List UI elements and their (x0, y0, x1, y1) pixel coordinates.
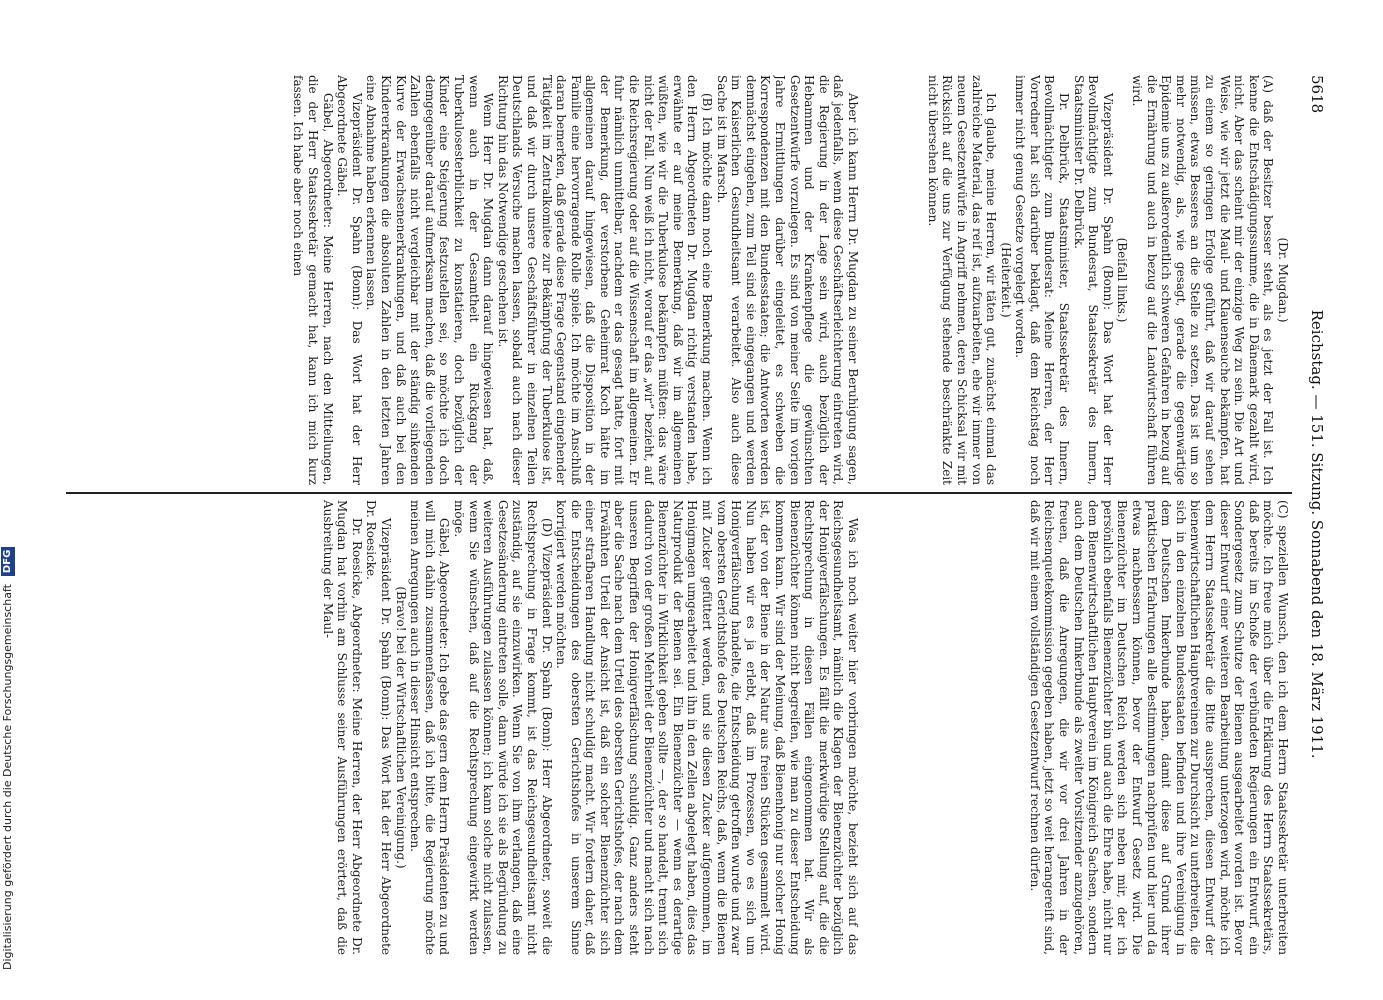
dfg-logo: DFG (1, 547, 15, 576)
paragraph: (D) Vizepräsident Dr. Spahn (Bonn): Herr Abgeordneter, soweit die Rechtsprechung in Frage kommt, ist das Reichsgesundheitsamt nicht zuständig, auf sie einzuwirken. Wenn Sie von ihm verlangen, daß eine Gesetzesänderung eintreten solle, dann würde ich sie als Begründung zu weiteren Ausführungen zulassen können; ich kann solche nicht zulassen, wenn Sie wünschen, daß auf die Rechtsprechung eingewirkt werden möge. (451, 500, 554, 955)
column-divider (66, 492, 1292, 494)
paragraph: Gäbel, Abgeordneter: Meine Herren, nach den Mitteilungen, die der Herr Staatssekretär gemacht hat, kann ich mich kurz fassen. Ich habe aber noch einen (291, 75, 335, 485)
page-header (1302, 75, 1332, 955)
paragraph: Dr. Roesicke, Abgeordneter: Meine Herren, der Herr Abgeordnete Dr. Mugdan hat vorhin am Schlusse seiner Ausführungen erörtert, daß die Ausbreitung der Maul- (320, 500, 364, 955)
paragraph: Dr. Delbrück, Staatsminister, Staatssekretär des Innern, Bevollmächtigter zum Bundesrat: Meine Herren, der Herr Vorredner hat sich darüber beklagt, daß dem Reichstag noch immer nicht genug Gesetze vorgelegt worden. (1013, 75, 1072, 485)
paragraph: Ich glaube, meine Herren, wir täten gut, zunächst einmal das zahlreiche Material, das reif ist, aufzuarbeiten, ehe wir immer von neuem Gesetzentwürfe in Angriff nehmen, deren Schicksal wir mit Rücksicht auf die uns zur Verfügung stehende beschränkte Zeit nicht übersehen können. (925, 75, 999, 485)
laughter-note: (Heiterkeit.) (998, 242, 1013, 318)
paragraph: (C) speziellen Wunsch, den ich dem Herrn Staatssekretär unterbreiten möchte. Ich freue mich über die Erklärung des Herrn Staatssekretärs, daß bereits im Schoße der verbündeten Regierungen ein Entwurf, ein Sondergesetz zum Schutze der Bienen ausgearbeitet worden ist. Bevor dieser Entwurf einer weiteren Bearbeitung unterzogen wird, möchte ich dem Herrn Staatssekretär die Bitte aussprechen, diesen Entwurf der bienenwirtschaftlichen Hauptvereinen zur Durchsicht zu unterbreiten, die sich in den einzelnen Bundesstaaten befinden und ihre Vereinigung in dem Deutschen Imkerbunde haben, damit diese auf Grund ihrer praktischen Erfahrungen alle Bestimmungen nachprüfen und hier und da etwas nachbessern können, bevor der Entwurf Gesetz wird. Die Bienenzüchter im Deutschen Reich werden sich neben mir, der ich persönlich ebenfalls Bienenzüchter bin und auch die Ehre habe, nicht nur dem Bienenwirtschaftlichen Hauptverein im Königreich Sachsen, sondern auch dem Deutschen Imkerbunde als zweiter Vorsitzender anzugehören, freuen, daß die Anregungen, die wir vor drei Jahren in der Reichsenquetekommission gegeben haben, jetzt so weit herangereift sind, daß wir mit einem vollständigen Gesetzentwurf rechnen dürfen. (1027, 500, 1290, 955)
paragraph: Vizepräsident Dr. Spahn (Bonn): Das Wort hat der Herr Bevollmächtigte zum Bundesrat, Staatssekretär des Innern, Staatsminister Dr. Delbrück. (1071, 75, 1115, 485)
left-column-bottom (80, 75, 860, 485)
digitization-note: Digitalisierung gefördert durch die Deutsche Forschungsgemeinschaft (1, 584, 14, 970)
paragraph: (B) Ich möchte dann noch eine Bemerkung machen. Wenn ich den Herrn Abgeordneten Dr. Mugdan richtig verstanden habe, erwähnte er auf meine Bemerkung, daß wir im allgemeinen wüßten, wie wir die Tuberkulose bekämpfen müßten: das wäre nicht der Fall. Nun weiß ich nicht, worauf er das „wir“ bezieht, auf die Reichsregierung oder auf die Wissenschaft im allgemeinen. Er fuhr nämlich unmittelbar, nachdem er das gesagt hatte, fort mit der Bemerkung, der verstorbene Geheimrat Koch hätte im allgemeinen darauf hingewiesen, daß die Disposition in der Familie eine hervorragende Rolle spiele. Ich möchte im Anschluß daran bemerken, daß gerade diese Frage Gegenstand eingehender Tätigkeit im Zentralkomitee zur Bekämpfung der Tuberkulose ist, und daß wir durch unsere Geschäftsführer in einzelnen Teilen Deutschlands Versuche machen lassen, sobald auch nach dieser Richtung hin das Notwendige geschehen ist. (495, 75, 715, 485)
page-running-title: Reichstag. — 151. Sitzung. Sonnabend den 18. März 1911. (1308, 309, 1326, 759)
paragraph: Vizepräsident Dr. Spahn (Bonn): Das Wort hat der Herr Abgeordnete Dr. Roesicke. (364, 500, 393, 955)
paragraph: (A) daß der Besitzer besser steht, als es jetzt der Fall ist. Ich kenne die Entschädigungssumme, die in Dänemark gezahlt wird, nicht. Aber das scheint mir der einzige Weg zu sein. Die Art und Weise, wie wir jetzt die Maul- und Klauenseuche bekämpfen, hat zu einem so geringen Erfolge geführt, daß wir darauf sehen müssen, etwas Besseres an die Stelle zu setzen. Das ist um so mehr notwendig, als, wie gesagt, gerade die gegenwärtige Epidemie uns zu außerordentlich schweren Gefahren in bezug auf die Ernährung und auch in bezug auf die Landwirtschaft führen wird. (1130, 75, 1276, 485)
paragraph: Aber ich kann Herrn Dr. Mugdan zu seiner Beruhigung sagen, daß jedenfalls, wenn diese Geschäftserleichterung eintreten wird, die Regierung in der Lage sein wird, auch bezüglich der Hebammen und der Krankenpflege die gewünschten Gesetzentwürfe vorzulegen. Es sind von meiner Seite im vorigen Jahre Ermittlungen darüber eingeleitet, es schweben die Korrespondenzen mit den Bundesstaaten; die Antworten werden demnächst eingehen, zum Teil sind sie eingegangen und werden im Kaiserlichen Gesundheitsamt verarbeitet. Also auch diese Sache ist im Marsch. (714, 75, 860, 485)
applause-note: (Bravo! bei der Wirtschaftlichen Vereinigung.) (393, 586, 408, 869)
applause-note: (Beifall links.) (1115, 237, 1130, 323)
digitization-footer (0, 0, 16, 1000)
paragraph: Vizepräsident Dr. Spahn (Bonn): Das Wort hat der Herr Abgeordnete Gäbel. (335, 75, 364, 485)
paragraph: Wenn Herr Dr. Mugdan dann darauf hingewiesen hat, daß, wenn auch in der Gesamtheit ein Rückgang der Tuberkulosesterblichkeit zu konstatieren, doch bezüglich der Kinder eine Steigerung festzustellen sei, so möchte ich doch demgegenüber darauf aufmerksam machen, daß die vorliegenden Zahlen ebenfalls nicht vergleichbar mit der ständig sinkenden Kurve der Erwachsenenerkrankungen, und daß auch bei den Kindererkrankungen die absoluten Zahlen in den letzten Jahren eine Abnahme haben erkennen lassen. (364, 75, 496, 485)
speaker-running-head: (Dr. Mugdan.) (1276, 237, 1290, 323)
left-column-top (880, 75, 1290, 485)
paragraph: Gäbel, Abgeordneter: Ich gebe das gern dem Herrn Präsidenten zu und will mich dahin zusammenfassen, daß ich bitte, die Regierung möchte meinen Anregungen auch in dieser Hinsicht entsprechen. (408, 500, 452, 955)
right-column-top (880, 500, 1290, 955)
page-number: 5618 (1308, 75, 1326, 114)
paragraph: Was ich noch weiter hier vorbringen möchte, bezieht sich auf das Reichsgesundheitsamt, nämlich die Klagen der Bienenzüchter bezüglich der Honigverfälschungen. Es fällt die merkwürdige Stellung auf, die die Rechtsprechung in diesen Fällen eingenommen hat. Wir als Bienenzüchter können nicht begreifen, wie man zu dieser Entscheidung kommen kann. Wir sind der Meinung, daß Bienenhonig nur solcher Honig ist, der von der Biene in der Natur aus freien Stücken gesammelt wird. Nun haben wir es ja erlebt, daß im Prozessen, wo es sich um Honigverfälschung handelte, die Entscheidung getroffen wurde und zwar vom obersten Gerichtshofe des Deutschen Reichs, daß, wenn die Bienen mit Zucker gefüttert werden, und sie diesen Zucker aufgenommen, im Honigmagen umgearbeitet und ihn in den Zellen abgelegt haben, dies das Naturprodukt der Bienen sei. Ein Bienenzüchter — wenn es derartige Bienenzüchter in Wirklichkeit geben sollte —, der so handelt, trennt sich dadurch von der großen Mehrheit der Bienenzüchter und macht sich nach unseren Begriffen der Honigverfälschung schuldig. Ganz anders steht aber die Sache nach dem Urteil des obersten Gerichtshofes, der nach dem Erwähnten Urteil der Ansicht ist, daß ein solcher Bienenzüchter sich einer strafbaren Handlung nicht schuldig macht. Wir fordern daher, daß die Entscheidungen des obersten Gerichtshofes in unserem Sinne korrigiert werden möchten. (554, 500, 860, 955)
right-column-bottom (80, 500, 860, 955)
